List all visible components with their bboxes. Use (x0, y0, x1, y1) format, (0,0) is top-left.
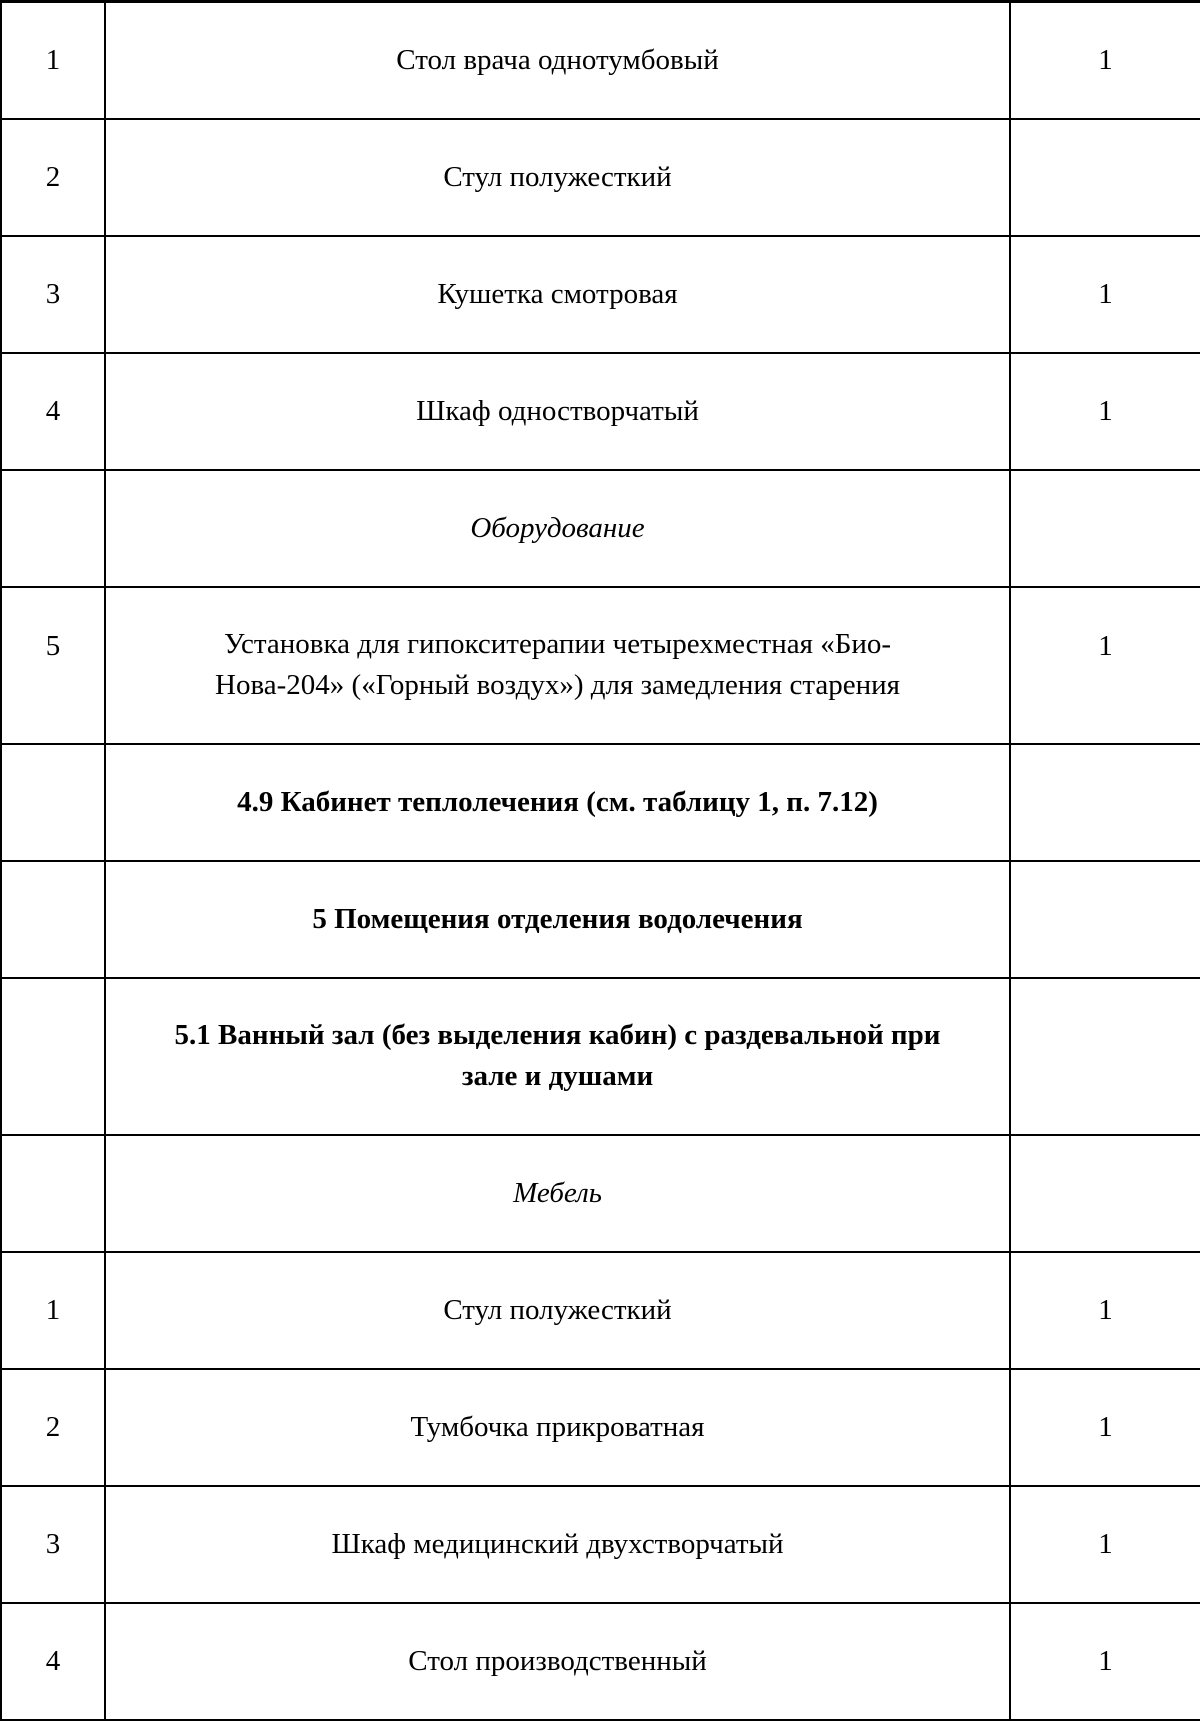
item-name (105, 587, 1010, 744)
item-quantity (1010, 1135, 1200, 1252)
item-name: Тумбочка прикроватная (105, 1369, 1010, 1486)
section-row (1, 470, 1200, 587)
row-number (1, 1135, 105, 1252)
item-quantity: 1 (1010, 1603, 1200, 1720)
table-row (1, 1369, 1200, 1486)
item-quantity (1010, 470, 1200, 587)
table-row (1, 2, 1200, 119)
item-name: Стол производственный (105, 1603, 1010, 1720)
item-quantity: 1 (1010, 1252, 1200, 1369)
table-row (1, 119, 1200, 236)
row-number: 1 (1, 2, 105, 119)
item-quantity (1010, 119, 1200, 236)
row-number (1, 470, 105, 587)
item-quantity (1010, 978, 1200, 1135)
table-row (1, 1486, 1200, 1603)
room-heading (105, 978, 1010, 1135)
table-row (1, 353, 1200, 470)
item-name-line: Нова-204» («Горный воздух») для замедления старения (215, 669, 900, 701)
row-number: 2 (1, 1369, 105, 1486)
item-name: Стул полужесткий (105, 1252, 1010, 1369)
room-heading-line: 5.1 Ванный зал (без выделения кабин) с раздевальной при (174, 1019, 941, 1051)
section-row (1, 978, 1200, 1135)
table-row (1, 236, 1200, 353)
table-row (1, 587, 1200, 744)
item-name-line: Установка для гипокситерапии четырехместная «Био- (223, 628, 892, 660)
item-quantity (1010, 861, 1200, 978)
table-row (1, 1252, 1200, 1369)
item-quantity: 1 (1010, 2, 1200, 119)
row-number: 3 (1, 1486, 105, 1603)
row-number: 4 (1, 1603, 105, 1720)
item-quantity (1010, 744, 1200, 861)
item-name: Кушетка смотровая (105, 236, 1010, 353)
room-heading-line: зале и душами (461, 1060, 654, 1092)
row-number: 2 (1, 119, 105, 236)
row-number (1, 744, 105, 861)
section-heading: Оборудование (105, 470, 1010, 587)
item-name: Стол врача однотумбовый (105, 2, 1010, 119)
room-heading: 4.9 Кабинет теплолечения (см. таблицу 1, п. 7.12) (105, 744, 1010, 861)
item-quantity: 1 (1010, 1369, 1200, 1486)
row-number: 3 (1, 236, 105, 353)
item-name: Шкаф медицинский двухстворчатый (105, 1486, 1010, 1603)
row-number: 4 (1, 353, 105, 470)
row-number: 5 (1, 587, 105, 744)
section-heading: Мебель (105, 1135, 1010, 1252)
row-number: 1 (1, 1252, 105, 1369)
item-name: Стул полужесткий (105, 119, 1010, 236)
row-number (1, 861, 105, 978)
item-name: Шкаф одностворчатый (105, 353, 1010, 470)
item-quantity: 1 (1010, 587, 1200, 744)
item-quantity: 1 (1010, 1486, 1200, 1603)
row-number (1, 978, 105, 1135)
table-row (1, 1603, 1200, 1720)
department-heading: 5 Помещения отделения водолечения (105, 861, 1010, 978)
item-quantity: 1 (1010, 353, 1200, 470)
item-quantity: 1 (1010, 236, 1200, 353)
section-row (1, 744, 1200, 861)
section-row (1, 861, 1200, 978)
section-row (1, 1135, 1200, 1252)
